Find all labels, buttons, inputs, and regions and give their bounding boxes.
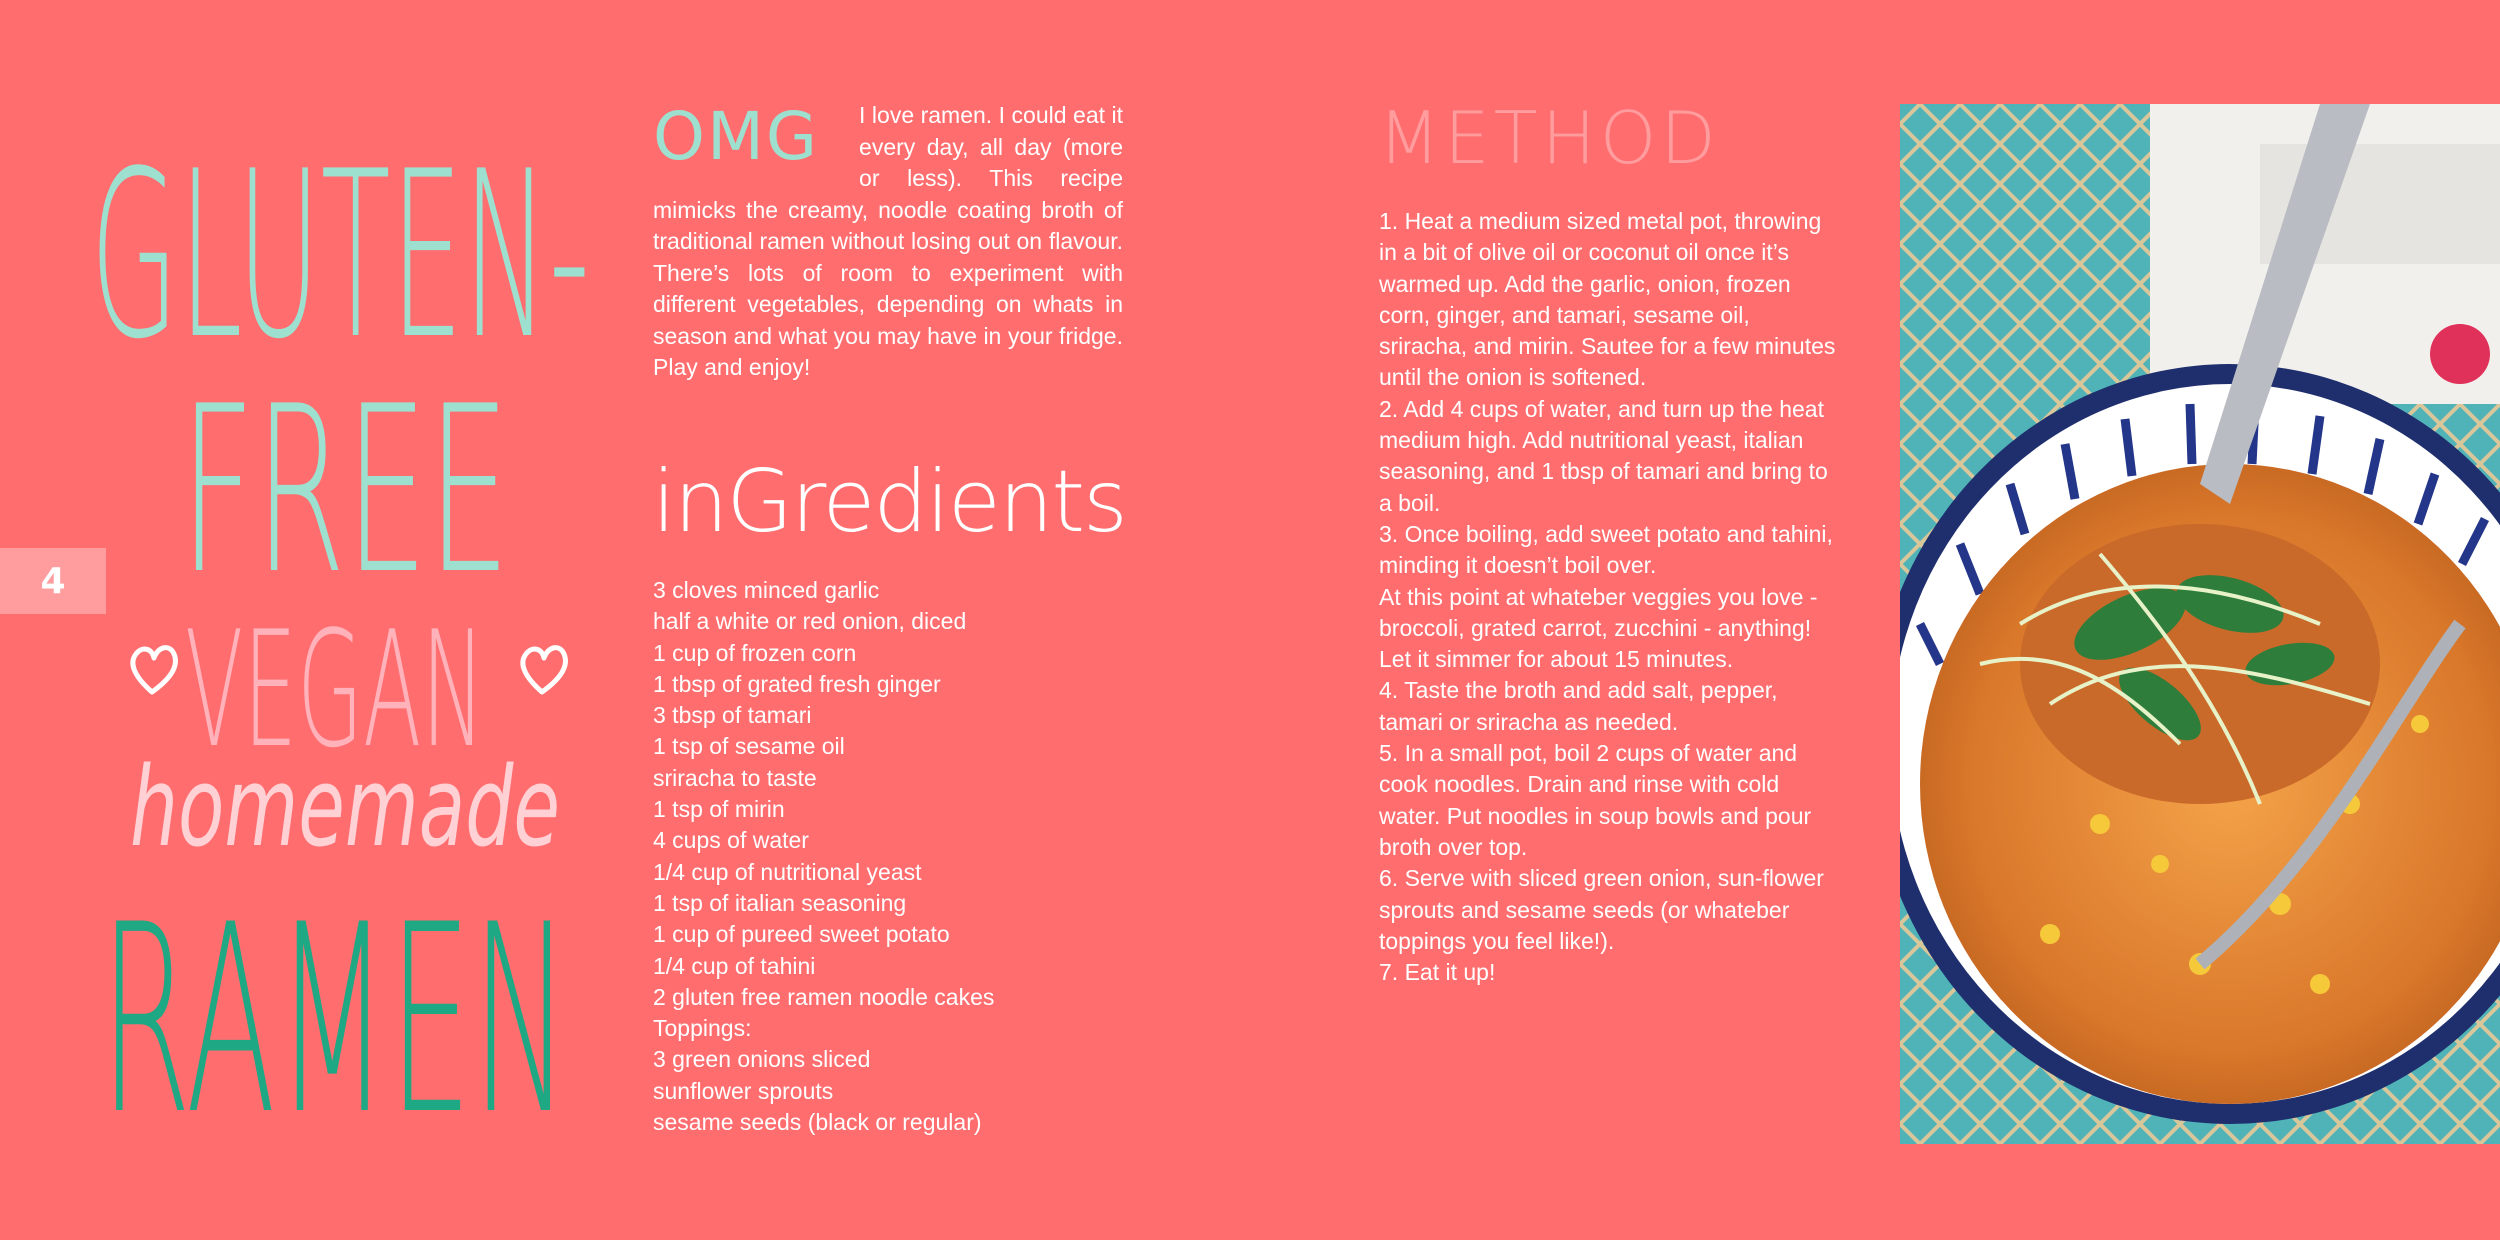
method-step: 4. Taste the broth and add salt, pepper, tamari or sriracha as needed. xyxy=(1379,677,1778,735)
toppings-label: Toppings: xyxy=(653,1015,752,1042)
ingredients-heading: inGredients xyxy=(652,452,1126,552)
method-step: 6. Serve with sliced green onion, sun-flower sprouts and sesame seeds (or whateber toppings you feel like!). xyxy=(1379,865,1824,954)
ingredient-item: 1 tsp of mirin xyxy=(653,796,785,823)
ramen-bowl-photo xyxy=(1900,104,2500,1144)
ingredients-list xyxy=(653,575,1133,1138)
ramen-bowl-illustration xyxy=(1900,104,2500,1144)
ingredient-item: sriracha to taste xyxy=(653,764,817,791)
method-steps xyxy=(1379,206,1839,988)
intro-section xyxy=(653,100,1123,384)
title-gluten: GLUTEN- xyxy=(90,123,590,390)
ingredient-item: 1 cup of pureed sweet potato xyxy=(653,921,950,948)
ingredient-item: 1 tsp of sesame oil xyxy=(653,733,845,760)
method-step: 7. Eat it up! xyxy=(1379,959,1496,986)
method-step: 3. Once boiling, add sweet potato and tahini, minding it doesn’t boil over. xyxy=(1379,520,1833,579)
title-ramen: RAMEN xyxy=(100,870,570,1140)
ingredient-item: 1 cup of frozen corn xyxy=(653,639,857,666)
ingredient-item: 1 tbsp of grated fresh ginger xyxy=(653,670,941,697)
method-heading: METHOD xyxy=(1378,96,1720,180)
ingredient-item: 2 gluten free ramen noodle cakes xyxy=(653,983,995,1010)
heart-left-icon xyxy=(133,648,176,692)
method-step: 5. In a small pot, boil 2 cups of water and cook noodles. Drain and rinse with cold water. Put noodles in soup bowls and pour broth over top. xyxy=(1379,740,1812,860)
ingredient-item: half a white or red onion, diced xyxy=(653,608,967,635)
ingredient-item: 1 tsp of italian seasoning xyxy=(653,889,907,916)
ingredient-item: 1/4 cup of nutritional yeast xyxy=(653,858,922,885)
ingredient-item: 1/4 cup of tahini xyxy=(653,952,816,979)
title-homemade: homemade xyxy=(130,743,560,871)
ingredient-item: 4 cups of water xyxy=(653,827,809,854)
intro-text: I love ramen. I could eat it every day, all day (more or less). This recipe mimicks the creamy, noodle coating broth of traditional ramen without losing out on flavour. There’s lots of room to experiment with different vegetables, depending on whats in season and what you may have in your fridge. Play and enjoy! xyxy=(653,102,1123,380)
ingredient-item: 3 green onions sliced xyxy=(653,1046,871,1073)
method-step: At this point at whateber veggies you love - broccoli, grated carrot, zucchini - anything! Let it simmer for about 15 minutes. xyxy=(1379,583,1818,673)
method-step: 1. Heat a medium sized metal pot, throwing in a bit of olive oil or coconut oil once it’s warmed up. Add the garlic, onion, frozen corn, ginger, and tamari, sesame oil, sriracha, and mirin. Sautee for a few minutes until the onion is softened. xyxy=(1379,208,1836,391)
intro-heading: OMG xyxy=(653,98,820,175)
ingredient-item: sesame seeds (black or regular) xyxy=(653,1109,982,1136)
ingredient-item: 3 cloves minced garlic xyxy=(653,577,880,603)
method-step: 2. Add 4 cups of water, and turn up the heat medium high. Add nutritional yeast, italian seasoning, and 1 tbsp of tamari and bring to a boil. xyxy=(1379,395,1828,516)
title-lettering xyxy=(90,100,610,1140)
heart-right-icon xyxy=(523,648,566,692)
ingredient-item: 3 tbsp of tamari xyxy=(653,702,812,729)
title-free: FREE xyxy=(180,358,510,625)
title-vegan: VEGAN xyxy=(185,596,485,783)
page-number: 4 xyxy=(40,560,66,602)
ingredient-item: sunflower sprouts xyxy=(653,1077,834,1104)
